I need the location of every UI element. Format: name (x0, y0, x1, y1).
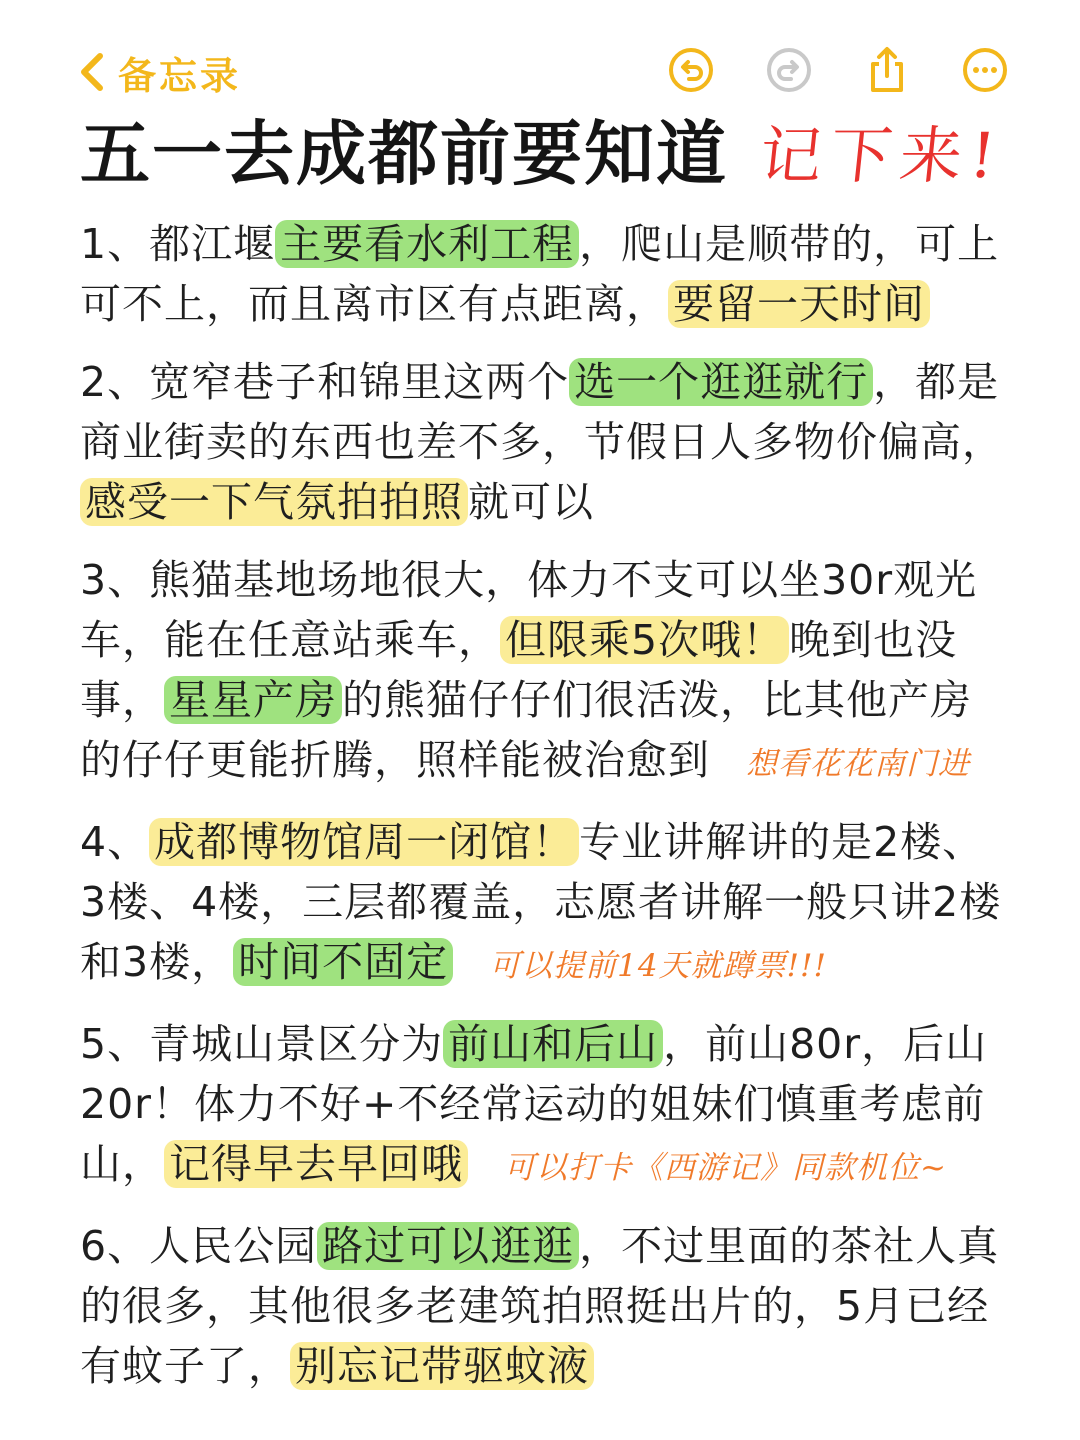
highlighted-text: 别忘记带驱蚊液 (290, 1342, 594, 1390)
handwritten-note: 可以打卡《西游记》同款机位~ (504, 1150, 947, 1186)
note-title[interactable]: 五一去成都前要知道 (80, 113, 728, 195)
note-body[interactable] (80, 214, 1010, 1414)
note-item-6[interactable] (80, 1216, 1010, 1396)
chevron-left-icon (74, 50, 110, 94)
share-button[interactable] (862, 44, 912, 96)
more-icon (961, 46, 1009, 94)
body-text: 专业讲解讲的是2楼、3楼、4楼，三层都覆盖，志愿者讲解一般只讲2楼和3楼， (80, 818, 1002, 986)
handwritten-note: 可以提前14天就蹲票!!! (489, 948, 827, 984)
handwritten-title-note: 记下来! (756, 119, 1007, 192)
undo-button[interactable] (666, 44, 716, 96)
body-text: ，不过里面的茶社人真的很多，其他很多老建筑拍照挺出片的，5月已经有蚊子了， (80, 1222, 1000, 1390)
highlighted-text: 前山和后山 (443, 1020, 663, 1068)
note-item-1[interactable] (80, 214, 1010, 334)
share-icon (863, 46, 911, 94)
highlighted-text: 路过可以逛逛 (317, 1222, 579, 1270)
body-text: 4、 (80, 818, 150, 866)
body-text: ，前山80r，后山20r！体力不好+不经常运动的姐妹们慎重考虑前山， (80, 1020, 988, 1188)
body-text: 2、宽窄巷子和锦里这两个 (80, 358, 570, 406)
body-text: 1、都江堰 (80, 220, 276, 268)
body-text: 6、人民公园 (80, 1222, 318, 1270)
note-item-2[interactable] (80, 352, 1010, 532)
body-text: 5、青城山景区分为 (80, 1020, 444, 1068)
redo-icon (765, 46, 813, 94)
highlighted-text: 星星产房 (164, 676, 342, 724)
back-button[interactable] (74, 44, 241, 100)
highlighted-text: 成都博物馆周一闭馆！ (149, 818, 579, 866)
body-text: 3、熊猫基地场地很大，体力不支可以坐30r观光车，能在任意站乘车， (80, 556, 978, 664)
highlighted-text: 时间不固定 (233, 938, 453, 986)
body-text: ，都是商业街卖的东西也差不多，节假日人多物价偏高， (80, 358, 1004, 466)
body-text: ，爬山是顺带的，可上可不上，而且离市区有点距离， (80, 220, 1000, 328)
note-item-5[interactable] (80, 1014, 1010, 1198)
redo-button[interactable] (764, 44, 814, 96)
highlighted-text: 选一个逛逛就行 (569, 358, 873, 406)
toolbar-actions (666, 44, 1010, 96)
note-item-4[interactable] (80, 812, 1010, 996)
note-item-3[interactable] (80, 550, 1010, 794)
body-text: 就可以 (468, 478, 594, 526)
note-title-row (80, 112, 1010, 198)
highlighted-text: 记得早去早回哦 (164, 1140, 468, 1188)
undo-icon (667, 46, 715, 94)
back-label: 备忘录 (118, 53, 242, 98)
highlighted-text: 但限乘5次哦！ (500, 616, 789, 664)
body-text: 的熊猫仔仔们很活泼，比其他产房的仔仔更能折腾，照样能被治愈到 (80, 676, 972, 784)
more-button[interactable] (960, 44, 1010, 96)
highlighted-text: 主要看水利工程 (275, 220, 579, 268)
handwritten-note: 想看花花南门进 (746, 746, 970, 782)
body-text: 晚到也没事， (80, 616, 958, 724)
highlighted-text: 感受一下气氛拍拍照 (80, 478, 468, 526)
highlighted-text: 要留一天时间 (668, 280, 930, 328)
